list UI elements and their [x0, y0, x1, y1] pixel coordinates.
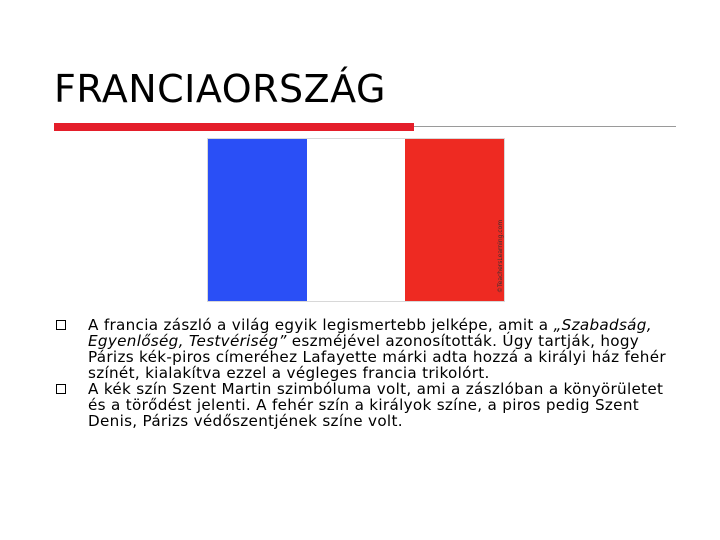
title-underline-red	[54, 123, 414, 131]
bullet-text: A francia zászló a világ egyik legismertebb jelképe, amit a „Szabadság, Egyenlőség, Testvériség” eszméjével azonosították. Úgy tartják, hogy Párizs kék-piros címeréhez Lafayette márki adta hozzá a királyi ház fehér színét, kialakítva ezzel a végleges francia trikolórt.	[88, 316, 666, 382]
bullet-text: A kék szín Szent Martin szimbóluma volt, ami a zászlóban a könyörületet és a törődést jelenti. A fehér szín a királyok színe, a piros pedig Szent Denis, Párizs védőszentjének színe volt.	[88, 380, 664, 430]
image-credit: ©TeachersLearning.com	[497, 219, 504, 293]
french-flag-image	[207, 138, 505, 302]
square-bullet-icon	[56, 384, 66, 394]
motto-quote: „Szabadság, Egyenlőség, Testvériség”	[88, 316, 652, 350]
bullet-list	[54, 317, 674, 429]
flag-red-stripe	[405, 139, 504, 301]
square-bullet-icon	[56, 320, 66, 330]
list-item	[54, 317, 674, 381]
slide-title: FRANCIAORSZÁG	[54, 67, 386, 111]
flag-white-stripe	[307, 139, 406, 301]
list-item	[54, 381, 674, 429]
flag-blue-stripe	[208, 139, 307, 301]
